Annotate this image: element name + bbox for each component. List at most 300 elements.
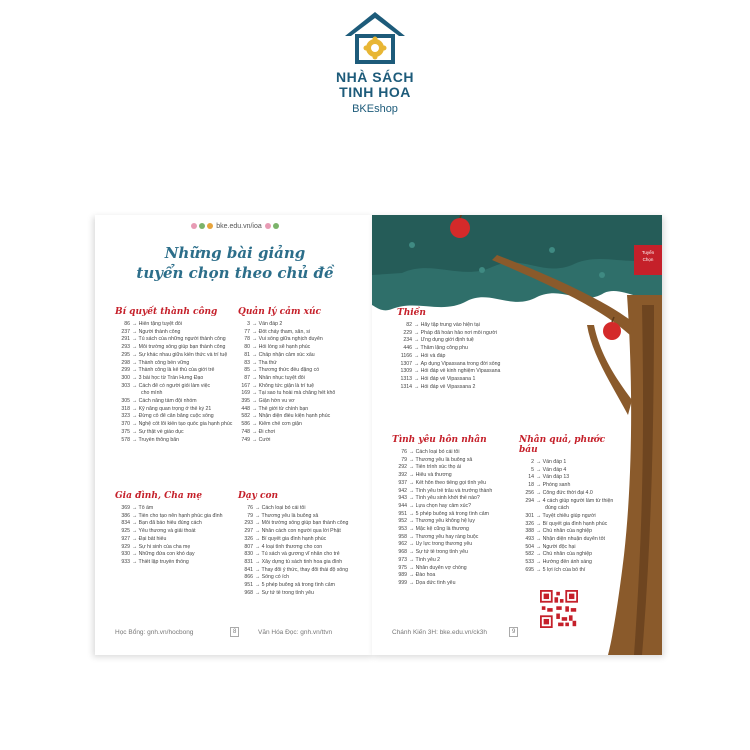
list-item	[238, 513, 371, 521]
item-title: Môi trường sống giúp bạn thành công	[261, 520, 349, 527]
item-title: Hỏi và đáp	[420, 352, 446, 359]
list-item	[238, 505, 371, 513]
item-title: Kỹ năng quan trọng ở thế kỷ 21	[138, 405, 212, 412]
item-title: Thế giới từ chính bạn	[258, 405, 309, 412]
list-item	[519, 544, 619, 552]
item-number: 582	[525, 551, 534, 558]
page-number: 8	[230, 627, 239, 637]
arrow-icon: →	[255, 520, 262, 527]
section-nhan-qua: Nhân quả, phước báu 2 → Vấn đáp 1 5 → Vấn đáp 4 14 → Vấn đáp 13 18 → Phóng sanh 256 → Công đức thời đại 4.0 294 → 4 cách giúp người làm từ thiện đúng cách 301 → Tuyệt chiêu giúp người 326 → Bí quyết gia đình hạnh phúc 388 → Chủ nhân của nghiệp 493 → Nhận diện nhuận duyên tốt 504 → Người độc hại 582 → Chủ nhân của nghiệp 533 → Hướng đến ánh sáng 695 → 5 lợi ích của bố thí	[519, 435, 619, 575]
item-number: 493	[525, 536, 534, 543]
section-quan-ly: Quản lý cảm xúc 3 → Vấn đáp 2 77 → Đốt cháy tham, sân, si 78 → Vui sống giữa nghịch duyên 80 → Hỏi lòng sẽ hạnh phúc 81 → Chấp nhận cảm xúc xấu 83 → Tha thứ 85 → Thương thức đều đặng có 87 → Nhẫn nhục tuyệt đối 167 → Không tức giận là trí tuệ 169 → Tại sao tu hoài mà chẳng hết khổ 395 → Giận hờn vu vơ 448 → Thế giới từ chính bạn 582 → Nhận diện điều kiện hạnh phúc 586 → Kiểm chế cơn giận 748 → Đi chơi 749 → Cười	[238, 307, 368, 444]
list-item	[238, 544, 371, 552]
arrow-icon: →	[536, 566, 543, 573]
list-item	[519, 498, 619, 506]
item-title: Vấn đáp 1	[542, 459, 567, 465]
item-title: Bí quyết gia đình hạnh phúc	[261, 535, 327, 542]
item-number: 831	[244, 558, 253, 565]
item-number: 81	[244, 351, 250, 358]
item-title: Thương thức đều đặng có	[258, 367, 320, 374]
footer-left: Chánh Kiến 3H: bke.edu.vn/ck3h	[392, 629, 488, 636]
arrow-icon: →	[132, 336, 139, 343]
arrow-icon: →	[255, 574, 262, 581]
list-item	[238, 390, 368, 398]
item-number: 937	[398, 479, 407, 486]
arrow-icon: →	[132, 382, 139, 389]
list-item	[115, 421, 240, 429]
item-number: 303	[121, 382, 130, 389]
list-item	[392, 572, 517, 580]
list-item	[238, 375, 368, 383]
item-title: 5 phép buông xả trong tình cảm	[261, 582, 335, 589]
list-item	[392, 457, 517, 465]
item-title: Thương yêu là buông xả	[261, 512, 319, 519]
list-item	[115, 344, 240, 352]
list-item	[392, 526, 517, 534]
page-title: Những bài giảng tuyển chọn theo chủ đề	[136, 244, 334, 282]
arrow-icon: →	[132, 528, 139, 535]
arrow-icon: →	[409, 556, 416, 563]
list-item	[397, 337, 527, 345]
item-number: 298	[121, 359, 130, 366]
flower-icon	[265, 223, 271, 229]
list-item	[392, 534, 517, 542]
item-number: 370	[121, 421, 130, 428]
item-number: 295	[121, 351, 130, 358]
item-title: Thương yêu hay ràng buộc	[415, 533, 479, 540]
item-number: 841	[244, 566, 253, 573]
item-number: 83	[244, 359, 250, 366]
item-title: Lựa chọn hay cảm xúc?	[415, 502, 472, 509]
item-number: 301	[525, 512, 534, 519]
list-item	[392, 549, 517, 557]
item-title: Người độc hại	[542, 543, 576, 550]
item-title: Ứng dụng giới định tuệ	[420, 337, 474, 344]
list-item	[115, 528, 240, 536]
arrow-icon: →	[536, 536, 543, 543]
qr-code[interactable]	[540, 590, 578, 628]
list-item	[519, 528, 619, 536]
item-number: 2	[531, 459, 534, 465]
item-number: 448	[241, 405, 250, 412]
item-title: Cách để có người giỏi làm việc	[138, 382, 211, 389]
arrow-icon: →	[132, 351, 139, 358]
list-item	[392, 511, 517, 519]
item-title: Hỏi đáp về Vipassana 1	[420, 375, 476, 382]
item-number: 944	[398, 502, 407, 509]
list-item	[392, 541, 517, 549]
section-day-con: Dạy con 76 → Cách loại bỏ cái tôi 79 → Thương yêu là buông xả 293 → Môi trường sống giúp bạn thành công 297 → Nhân cách con người qua lời Phật 326 → Bí quyết gia đình hạnh phúc 807 → 4 loại tình thương cho con 830 → Tủ sách và gương vĩ nhân cho trẻ 831 → Xây dựng tủ sách tinh hoa gia đình 841 → Thay đổi ý thức, thay đổi thái độ sống 866 → Sống có ích 951 → 5 phép buông xả trong tình cảm 968 → Sự tử tế trong tình yêu	[238, 491, 371, 597]
item-title: Người thành công	[138, 328, 181, 335]
item-title: Hãy tập trung vào hiện tại	[420, 322, 480, 328]
item-number: 975	[398, 564, 407, 571]
arrow-icon: →	[409, 510, 416, 517]
list-item	[392, 580, 517, 588]
item-number: 951	[398, 510, 407, 517]
item-title: Cách loại bỏ cái tôi	[261, 505, 306, 511]
item-number: 830	[244, 551, 253, 558]
list-item	[115, 321, 240, 329]
logo-name: NHÀ SÁCH TINH HOA	[336, 69, 414, 100]
item-number: 953	[398, 526, 407, 533]
item-number: 973	[398, 556, 407, 563]
list-item	[519, 490, 619, 498]
list-item	[392, 488, 517, 496]
list-item	[519, 551, 619, 559]
arrow-icon: →	[414, 337, 421, 344]
arrow-icon: →	[255, 543, 262, 550]
item-title: Đừng cố để cân bằng cuộc sống	[138, 413, 214, 420]
item-number: 80	[244, 344, 250, 351]
item-title: Vui sống giữa nghịch duyên	[258, 336, 323, 343]
item-number: 866	[244, 574, 253, 581]
arrow-icon: →	[414, 368, 421, 375]
item-title: Cách nâng tầm đội nhóm	[138, 398, 197, 405]
item-number: 952	[398, 518, 407, 525]
arrow-icon: →	[132, 413, 139, 420]
list-item	[392, 495, 517, 503]
item-number: 293	[244, 520, 253, 527]
arrow-icon: →	[132, 520, 139, 527]
arrow-icon: →	[132, 328, 139, 335]
arrow-icon: →	[255, 535, 262, 542]
list-item	[519, 559, 619, 567]
list-item	[115, 544, 240, 552]
item-number: 1314	[400, 383, 412, 390]
right-page	[372, 215, 662, 655]
arrow-icon: →	[132, 436, 139, 443]
flower-icon	[191, 223, 197, 229]
arrow-icon: →	[255, 551, 262, 558]
item-title: Sống có ích	[261, 574, 290, 581]
arrow-icon: →	[409, 502, 416, 509]
item-title: Tiến trình xúc thọ ái	[415, 464, 461, 471]
arrow-icon: →	[255, 589, 262, 596]
arrow-icon: →	[536, 520, 543, 527]
item-title: cho mình	[141, 390, 163, 397]
item-title: Vấn đáp 4	[542, 466, 567, 473]
arrow-icon: →	[252, 390, 259, 397]
arrow-icon: →	[132, 543, 139, 550]
item-title: Giận hờn vu vơ	[258, 398, 295, 405]
item-number: 925	[121, 528, 130, 535]
list-item	[397, 368, 527, 376]
list-item	[238, 383, 368, 391]
item-number: 1309	[400, 368, 412, 375]
item-number: 807	[244, 543, 253, 550]
arrow-icon: →	[255, 558, 262, 565]
item-title: Sự hi sinh của cha mẹ	[138, 543, 191, 550]
item-number: 237	[121, 328, 130, 335]
arrow-icon: →	[536, 466, 543, 473]
item-title: Tha thứ	[258, 359, 277, 366]
item-number: 586	[241, 421, 250, 428]
list-item	[115, 429, 240, 437]
item-number: 582	[241, 413, 250, 420]
list-item	[115, 505, 240, 513]
item-title: 5 lợi ích của bố thí	[542, 566, 586, 573]
list-item	[115, 329, 240, 337]
list-item	[392, 557, 517, 565]
arrow-icon: →	[252, 382, 259, 389]
list-item	[519, 459, 619, 467]
item-title: Kết hôn theo tiếng gọi tình yêu	[415, 479, 487, 486]
list-item	[238, 528, 371, 536]
arrow-icon: →	[252, 405, 259, 412]
item-number: 388	[525, 528, 534, 535]
item-number: 167	[241, 382, 250, 389]
arrow-icon: →	[132, 551, 139, 558]
item-title: Thay đổi ý thức, thay đổi thái độ sống	[261, 566, 349, 573]
list-item	[115, 336, 240, 344]
item-number: 748	[241, 428, 250, 435]
list-item	[397, 322, 527, 330]
arrow-icon: →	[409, 495, 416, 502]
item-title: Mặc kệ cũng là thương	[415, 526, 469, 533]
item-title: Tại sao tu hoài mà chẳng hết khổ	[258, 390, 336, 397]
arrow-icon: →	[414, 322, 421, 328]
item-title: Hiến tặng tuyệt đối	[138, 321, 182, 327]
item-number: 294	[525, 497, 534, 504]
list-item	[115, 413, 240, 421]
list-item	[397, 384, 527, 392]
list-item	[238, 559, 371, 567]
item-number: 942	[398, 487, 407, 494]
arrow-icon: →	[132, 505, 139, 511]
item-title: Yêu thương và giải thoát	[138, 528, 196, 535]
arrow-icon: →	[252, 421, 259, 428]
arrow-icon: →	[409, 449, 416, 455]
arrow-icon: →	[132, 321, 139, 327]
arrow-icon: →	[536, 497, 543, 504]
arrow-icon: →	[409, 533, 416, 540]
store-logo	[325, 10, 425, 130]
item-title: Kiểm chế cơn giận	[258, 421, 302, 428]
left-page	[95, 215, 375, 655]
arrow-icon: →	[409, 572, 416, 579]
item-title: 4 cách giúp người làm từ thiện	[542, 497, 614, 504]
arrow-icon: →	[252, 374, 259, 381]
arrow-icon: →	[414, 375, 421, 382]
item-number: 1313	[400, 375, 412, 382]
item-number: 82	[406, 322, 412, 328]
item-number: 76	[401, 449, 407, 455]
item-number: 85	[244, 367, 250, 374]
item-number: 927	[121, 535, 130, 542]
list-item	[397, 330, 527, 338]
item-title: Vấn đáp 2	[258, 321, 283, 327]
item-number: 578	[121, 436, 130, 443]
arrow-icon: →	[414, 360, 421, 367]
selection-ribbon: Tuyển Chọn	[634, 245, 662, 275]
item-number: 291	[121, 336, 130, 343]
item-number: 446	[403, 345, 412, 352]
arrow-icon: →	[536, 489, 543, 496]
item-number: 968	[398, 549, 407, 556]
arrow-icon: →	[252, 328, 259, 335]
list-item	[238, 437, 368, 445]
item-number: 305	[121, 398, 130, 405]
house-book-icon	[343, 10, 407, 66]
list-item	[397, 376, 527, 384]
arrow-icon: →	[132, 344, 139, 351]
item-title: Tổ ấm	[138, 505, 154, 511]
list-item	[115, 520, 240, 528]
item-title: Tuyệt chiêu giúp người	[542, 512, 596, 519]
item-title: Sự thật về giáo dục	[138, 428, 184, 435]
item-number: 79	[401, 456, 407, 463]
list-item	[519, 482, 619, 490]
arrow-icon: →	[132, 359, 139, 366]
arrow-icon: →	[414, 383, 421, 390]
item-number: 18	[528, 482, 534, 489]
arrow-icon: →	[536, 543, 543, 550]
list-item	[115, 513, 240, 521]
item-title: Xây dựng tủ sách tinh hoa gia đình	[261, 558, 343, 565]
item-title: Đại bất hiếu	[138, 535, 167, 542]
item-title: Hỏi đáp về Vipassana 2	[420, 383, 476, 390]
item-title: Công đức thời đại 4.0	[542, 489, 593, 496]
list-item	[115, 360, 240, 368]
item-title: Tủ sách và gương vĩ nhân cho trẻ	[261, 551, 340, 558]
flower-icon	[199, 223, 205, 229]
item-number: 300	[121, 374, 130, 381]
item-title: Phóng sanh	[542, 482, 571, 489]
item-title: Nhận diện điều kiện hạnh phúc	[258, 413, 331, 420]
item-number: 292	[398, 464, 407, 471]
arrow-icon: →	[414, 352, 421, 359]
item-title: Thương yêu là buông xả	[415, 456, 473, 463]
item-number: 395	[241, 398, 250, 405]
item-number: 326	[525, 520, 534, 527]
item-title: Cách loại bỏ cái tôi	[415, 449, 460, 455]
item-number: 299	[121, 367, 130, 374]
item-number: 297	[244, 528, 253, 535]
item-title: Nhận diện nhuận duyên tốt	[542, 536, 605, 543]
item-title: Tiền cho tạo nên hạnh phúc gia đình	[138, 512, 223, 519]
list-item	[392, 503, 517, 511]
page-number: 9	[509, 627, 518, 637]
item-title: Hiểu và thương	[415, 472, 452, 479]
list-item	[392, 565, 517, 573]
list-item	[238, 567, 371, 575]
list-item	[115, 536, 240, 544]
list-item	[238, 344, 368, 352]
arrow-icon: →	[255, 505, 262, 511]
item-title: Hỏi đáp về kinh nghiệm Vipassana	[420, 368, 501, 375]
arrow-icon: →	[252, 428, 259, 435]
item-title: Nhân cách con người qua lời Phật	[261, 528, 341, 535]
item-title: Thương yêu không hệ lụy	[415, 518, 475, 525]
arrow-icon: →	[252, 436, 259, 443]
arrow-icon: →	[255, 528, 262, 535]
list-item	[238, 536, 371, 544]
list-item	[238, 360, 368, 368]
item-number: 933	[121, 558, 130, 565]
arrow-icon: →	[414, 345, 421, 352]
item-number: 78	[244, 336, 250, 343]
item-title: Nhẫn nhục tuyệt đối	[258, 374, 305, 381]
item-number: 533	[525, 559, 534, 566]
item-number: 386	[121, 512, 130, 519]
arrow-icon: →	[252, 413, 259, 420]
arrow-icon: →	[252, 344, 259, 351]
arrow-icon: →	[536, 559, 543, 566]
item-title: Bí quyết gia đình hạnh phúc	[542, 520, 608, 527]
arrow-icon: →	[132, 558, 139, 565]
list-item	[519, 474, 619, 482]
arrow-icon: →	[409, 541, 416, 548]
item-title: Tình yêu 2	[415, 556, 441, 563]
item-title: Chủ nhân của nghiệp	[542, 551, 592, 558]
list-item	[115, 390, 240, 398]
item-number: 951	[244, 582, 253, 589]
item-title: Chấp nhận cảm xúc xấu	[258, 351, 315, 358]
arrow-icon: →	[409, 464, 416, 471]
list-item	[392, 472, 517, 480]
arrow-icon: →	[536, 512, 543, 519]
item-number: 962	[398, 541, 407, 548]
list-item	[238, 329, 368, 337]
item-title: Không tức giận là trí tuệ	[258, 382, 315, 389]
arrow-icon: →	[252, 351, 259, 358]
list-item	[238, 574, 371, 582]
arrow-icon: →	[409, 487, 416, 494]
arrow-icon: →	[252, 398, 259, 405]
arrow-icon: →	[536, 482, 543, 489]
item-number: 369	[121, 505, 130, 511]
list-item	[115, 383, 240, 391]
item-title: Sự tử tế trong tình yêu	[415, 549, 468, 556]
item-title: Môi trường sống giúp bạn thành công	[138, 344, 226, 351]
list-item	[519, 567, 619, 575]
section-bi-quyet: Bí quyết thành công 86 → Hiến tặng tuyệt đối 237 → Người thành công 291 → Tủ sách của những người thành công 293 → Môi trường sống giúp bạn thành công 295 → Sự khác nhau giữa kiến thức và trí tuệ 298 → Thành công bền vững 299 → Thành công là kẻ thù của giới trẻ 300 → 3 bài học từ Trần Hưng Đạo 303 → Cách để có người giỏi làm việc cho mình 305 → Cách nâng tầm đội nhóm 318 → Kỹ năng quan trọng ở thế kỷ 21 323 → Đừng cố để cân bằng cuộc sống 370 → Nghệ cốt lõi kiến tạo quốc gia hạnh phúc 375 → Sự thật về giáo dục 578 → Truyền thông bẩn	[115, 307, 240, 444]
item-title: Đốt cháy tham, sân, si	[258, 328, 310, 335]
item-number: 504	[525, 543, 534, 550]
item-number: 929	[121, 543, 130, 550]
list-item	[115, 398, 240, 406]
item-title: Thâm lặng công phu	[420, 345, 468, 352]
arrow-icon: →	[409, 456, 416, 463]
item-title: Vấn đáp 13	[542, 474, 570, 481]
arrow-icon: →	[414, 329, 421, 336]
item-number: 256	[525, 489, 534, 496]
item-number: 695	[525, 566, 534, 573]
item-number: 3	[247, 321, 250, 327]
item-title: Áp dụng Vipassana trong đời sống	[420, 360, 501, 367]
item-title: Đi chơi	[258, 428, 276, 435]
list-item	[115, 437, 240, 445]
arrow-icon: →	[409, 472, 416, 479]
item-number: 14	[528, 474, 534, 481]
arrow-icon: →	[132, 428, 139, 435]
item-title: Sự tử tế trong tình yêu	[261, 589, 314, 596]
item-number: 958	[398, 533, 407, 540]
item-title: Bạn đã báo hiếu đúng cách	[138, 520, 202, 527]
item-number: 318	[121, 405, 130, 412]
item-title: Những đứa con khó dạy	[138, 551, 195, 558]
item-title: Hướng đến ánh sáng	[542, 559, 592, 566]
arrow-icon: →	[409, 549, 416, 556]
item-title: Nhân duyên vợ chồng	[415, 564, 467, 571]
item-title: Uy lực trong thương yêu	[415, 541, 473, 548]
list-item	[115, 406, 240, 414]
list-item	[115, 375, 240, 383]
arrow-icon: →	[255, 566, 262, 573]
item-title: Hỏi lòng sẽ hạnh phúc	[258, 344, 311, 351]
list-item	[519, 505, 619, 513]
arrow-icon: →	[132, 512, 139, 519]
